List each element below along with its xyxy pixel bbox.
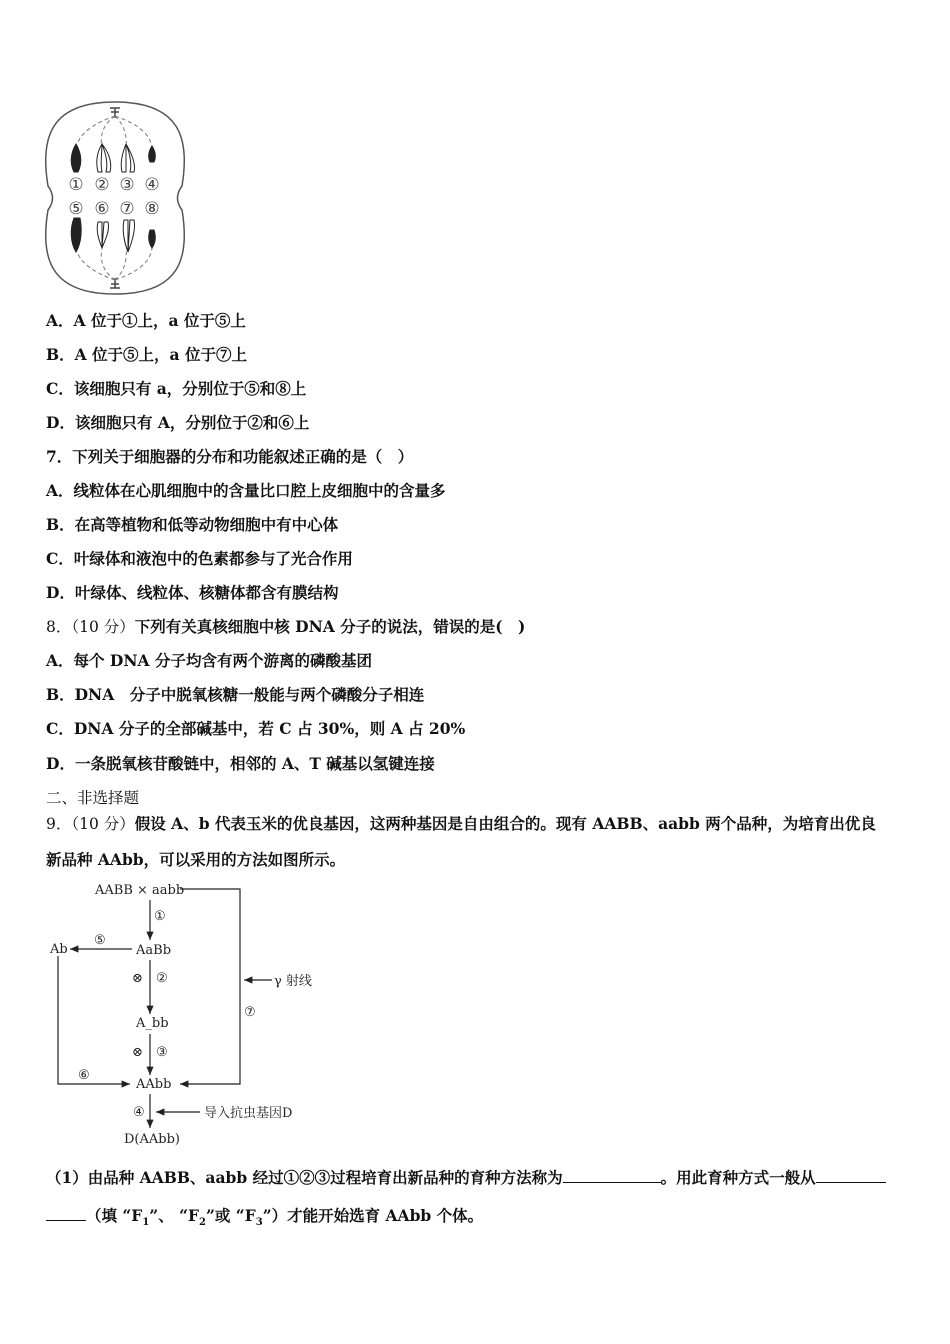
label-6: ⑥ xyxy=(94,199,110,219)
q8-option-a: A．每个 DNA 分子均含有两个游离的磷酸基团 xyxy=(46,651,372,670)
step-6: ⑥ xyxy=(78,1068,90,1083)
label-8: ⑧ xyxy=(144,199,160,219)
label-import: 导入抗虫基因D xyxy=(204,1106,293,1121)
chromosomes-upper xyxy=(71,144,155,172)
q6-option-c: C．该细胞只有 a，分别位于⑤和⑧上 xyxy=(46,379,307,398)
label-gamma: γ 射线 xyxy=(274,974,312,989)
node-aabb: AaBb xyxy=(136,943,172,958)
label-2: ② xyxy=(94,175,110,195)
node-aabb-final: AAbb xyxy=(136,1077,172,1092)
q9-part1-line1: （1）由品种 AABB、aabb 经过①②③过程培育出新品种的育种方法称为 。用此育种方式一般从 xyxy=(46,1168,886,1188)
q8-option-b: B．DNA 分子中脱氧核糖一般能与两个磷酸分子相连 xyxy=(46,685,425,704)
label-4: ④ xyxy=(144,175,160,195)
cell-outline xyxy=(46,102,185,294)
self-cross-2: ⊗ xyxy=(132,1045,143,1060)
q8-stem: 8．（10 分）下列有关真核细胞中核 DNA 分子的说法，错误的是( ) xyxy=(46,617,526,636)
q9-stem-line1: 9．（10 分）假设 A、b 代表玉米的优良基因，这两种基因是自由组合的。现有 AABB、aabb 两个品种，为培育出优良 xyxy=(46,814,876,833)
q9-part1-line2: （填 “$F_1$”、 “$F_2$”或 “$F_3$”）才能开始选育 AAbb 个体。 xyxy=(46,1206,483,1233)
node-d: D(AAbb) xyxy=(124,1132,180,1147)
answer-blank-1[interactable] xyxy=(563,1168,661,1183)
q7-option-d: D．叶绿体、线粒体、核糖体都含有膜结构 xyxy=(46,583,339,602)
chromosomes-lower xyxy=(71,218,155,252)
step-7: ⑦ xyxy=(244,1005,256,1020)
q7-option-c: C．叶绿体和液泡中的色素都参与了光合作用 xyxy=(46,549,353,568)
label-1: ① xyxy=(68,175,84,195)
step-2: ② xyxy=(156,971,168,986)
step-5: ⑤ xyxy=(94,933,106,948)
label-5: ⑤ xyxy=(68,199,84,219)
label-7: ⑦ xyxy=(119,199,135,219)
step-4: ④ xyxy=(133,1105,145,1120)
cell-division-figure xyxy=(40,98,190,298)
spindle-fibers xyxy=(76,116,152,280)
node-parents: AABB × aabb xyxy=(95,883,185,898)
q9-stem-line2: 新品种 AAbb，可以采用的方法如图所示。 xyxy=(46,850,346,869)
q6-option-a: A．A 位于①上，a 位于⑤上 xyxy=(46,311,246,330)
step-3: ③ xyxy=(156,1045,168,1060)
section-title: 二、非选择题 xyxy=(46,789,140,807)
q6-option-d: D．该细胞只有 A，分别位于②和⑥上 xyxy=(46,413,310,432)
self-cross-1: ⊗ xyxy=(132,971,143,986)
label-3: ③ xyxy=(119,175,135,195)
q6-option-b: B．A 位于⑤上，a 位于⑦上 xyxy=(46,345,247,364)
step-1: ① xyxy=(154,909,166,924)
q8-option-d: D．一条脱氧核苷酸链中，相邻的 A、T 碱基以氢键连接 xyxy=(46,754,435,773)
node-ab: Ab xyxy=(50,942,68,957)
node-a-bb: A_bb xyxy=(136,1016,169,1031)
answer-blank-2b[interactable] xyxy=(46,1206,86,1221)
breeding-diagram xyxy=(40,876,340,1148)
q8-option-c: C．DNA 分子的全部碱基中，若 C 占 30%，则 A 占 20% xyxy=(46,719,466,738)
q7-stem: 7．下列关于细胞器的分布和功能叙述正确的是（ ） xyxy=(46,447,414,466)
q7-option-b: B．在高等植物和低等动物细胞中有中心体 xyxy=(46,515,339,534)
q7-option-a: A．线粒体在心肌细胞中的含量比口腔上皮细胞中的含量多 xyxy=(46,481,446,500)
answer-blank-2a[interactable] xyxy=(816,1168,886,1183)
